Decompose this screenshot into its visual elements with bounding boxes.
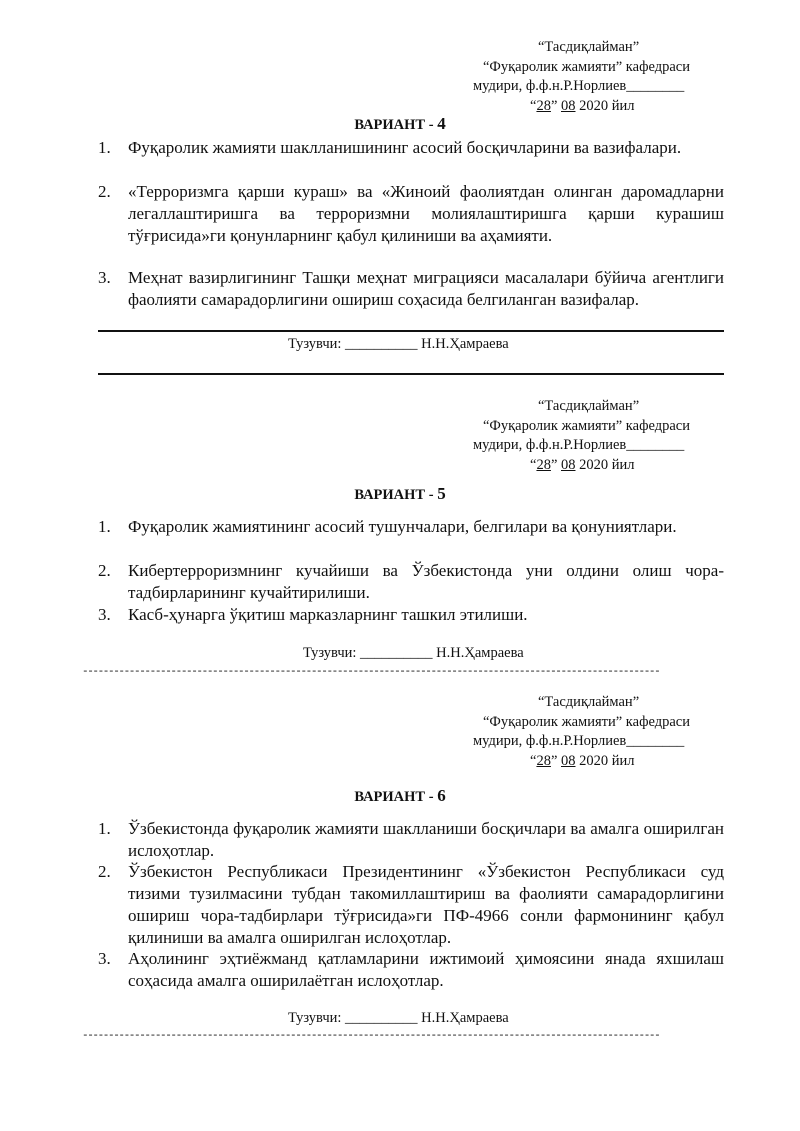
question-item: 1. Фуқаролик жамияти шаклланишининг асосий босқичларини ва вазифалари. bbox=[98, 138, 682, 157]
variant-title: ВАРИАНТ - 6 bbox=[354, 786, 446, 805]
question-item: 2. Кибертерроризмнинг кучайиши ва Ўзбекистонда уни олдини олиш чора-тадбирларининг кучайтирилиши. bbox=[98, 561, 724, 602]
approval-block-3 bbox=[473, 693, 690, 771]
approval-head: мудири, ф.ф.н.Р.Норлиев________ bbox=[473, 437, 685, 453]
question-item: 1. Фуқаролик жамиятининг асосий тушунчалари, белгилари ва қонуниятлари. bbox=[98, 517, 677, 536]
approval-department: “Фуқаролик жамияти” кафедраси bbox=[483, 417, 690, 434]
approval-title: “Тасдиқлайман” bbox=[538, 39, 640, 55]
approval-head: мудири, ф.ф.н.Р.Норлиев________ bbox=[473, 78, 685, 94]
divider bbox=[98, 373, 724, 375]
approval-department: “Фуқаролик жамияти” кафедраси bbox=[483, 713, 690, 730]
divider bbox=[98, 330, 724, 332]
question-item: 3. Аҳолининг эҳтиёжманд қатламларини ижтимоий ҳимоясини янада яхшилаш соҳасида амалга оширилаётган ислоҳотлар. bbox=[98, 949, 724, 990]
approval-department: “Фуқаролик жамияти” кафедраси bbox=[483, 58, 690, 75]
approval-block-2 bbox=[473, 397, 690, 475]
question-item: 3. Касб-ҳунарга ўқитиш марказларнинг ташкил этилиши. bbox=[98, 605, 528, 624]
approval-title: “Тасдиқлайман” bbox=[538, 398, 640, 414]
approval-date: “28” 08 2020 йил bbox=[530, 456, 635, 473]
question-item: 3. Меҳнат вазирлигининг Ташқи меҳнат миграцияси масалалари бўйича агентлиги фаолияти самарадорлигини ошириш соҳасида белгиланган вазифалар. bbox=[98, 268, 724, 309]
variant-title: ВАРИАНТ - 4 bbox=[354, 114, 446, 133]
approval-title: “Тасдиқлайман” bbox=[538, 694, 640, 710]
cut-separator: --------------------------------------------------------------------------------------------------------------- bbox=[82, 1030, 660, 1042]
question-item: 2. Ўзбекистон Республикаси Президентининг «Ўзбекистон Республикаси суд тизими тузилмасини тубдан такомиллаштириш ва фаолияти самарадорлигини ошириш чора-тадбирлари тўғрисида»ги ПФ-4966 сонли фармонининг қабул қилиниши ва амалга оширилган ислоҳотлар. bbox=[98, 862, 724, 947]
approval-date: “28” 08 2020 йил bbox=[530, 752, 635, 769]
author-line: Тузувчи: __________ Н.Н.Ҳамраева bbox=[288, 336, 509, 352]
approval-block-1 bbox=[473, 38, 690, 116]
approval-date: “28” 08 2020 йил bbox=[530, 97, 635, 114]
question-item: 1. Ўзбекистонда фуқаролик жамияти шаклланиши босқичлари ва амалга оширилган ислоҳотлар. bbox=[98, 819, 724, 860]
approval-head: мудири, ф.ф.н.Р.Норлиев________ bbox=[473, 733, 685, 749]
author-line: Тузувчи: __________ Н.Н.Ҳамраева bbox=[288, 1010, 509, 1026]
variant-title: ВАРИАНТ - 5 bbox=[354, 484, 446, 503]
author-line: Тузувчи: __________ Н.Н.Ҳамраева bbox=[303, 645, 524, 661]
question-item: 2. «Терроризмга қарши кураш» ва «Жиноий фаолиятдан олинган даромадларни легаллаштиришга ва терроризмни молиялаштиришга қарши курашиш тўғрисида»ги қонунларнинг қабул қилиниши ва аҳамияти. bbox=[98, 182, 724, 245]
cut-separator: --------------------------------------------------------------------------------------------------------------- bbox=[82, 666, 660, 678]
